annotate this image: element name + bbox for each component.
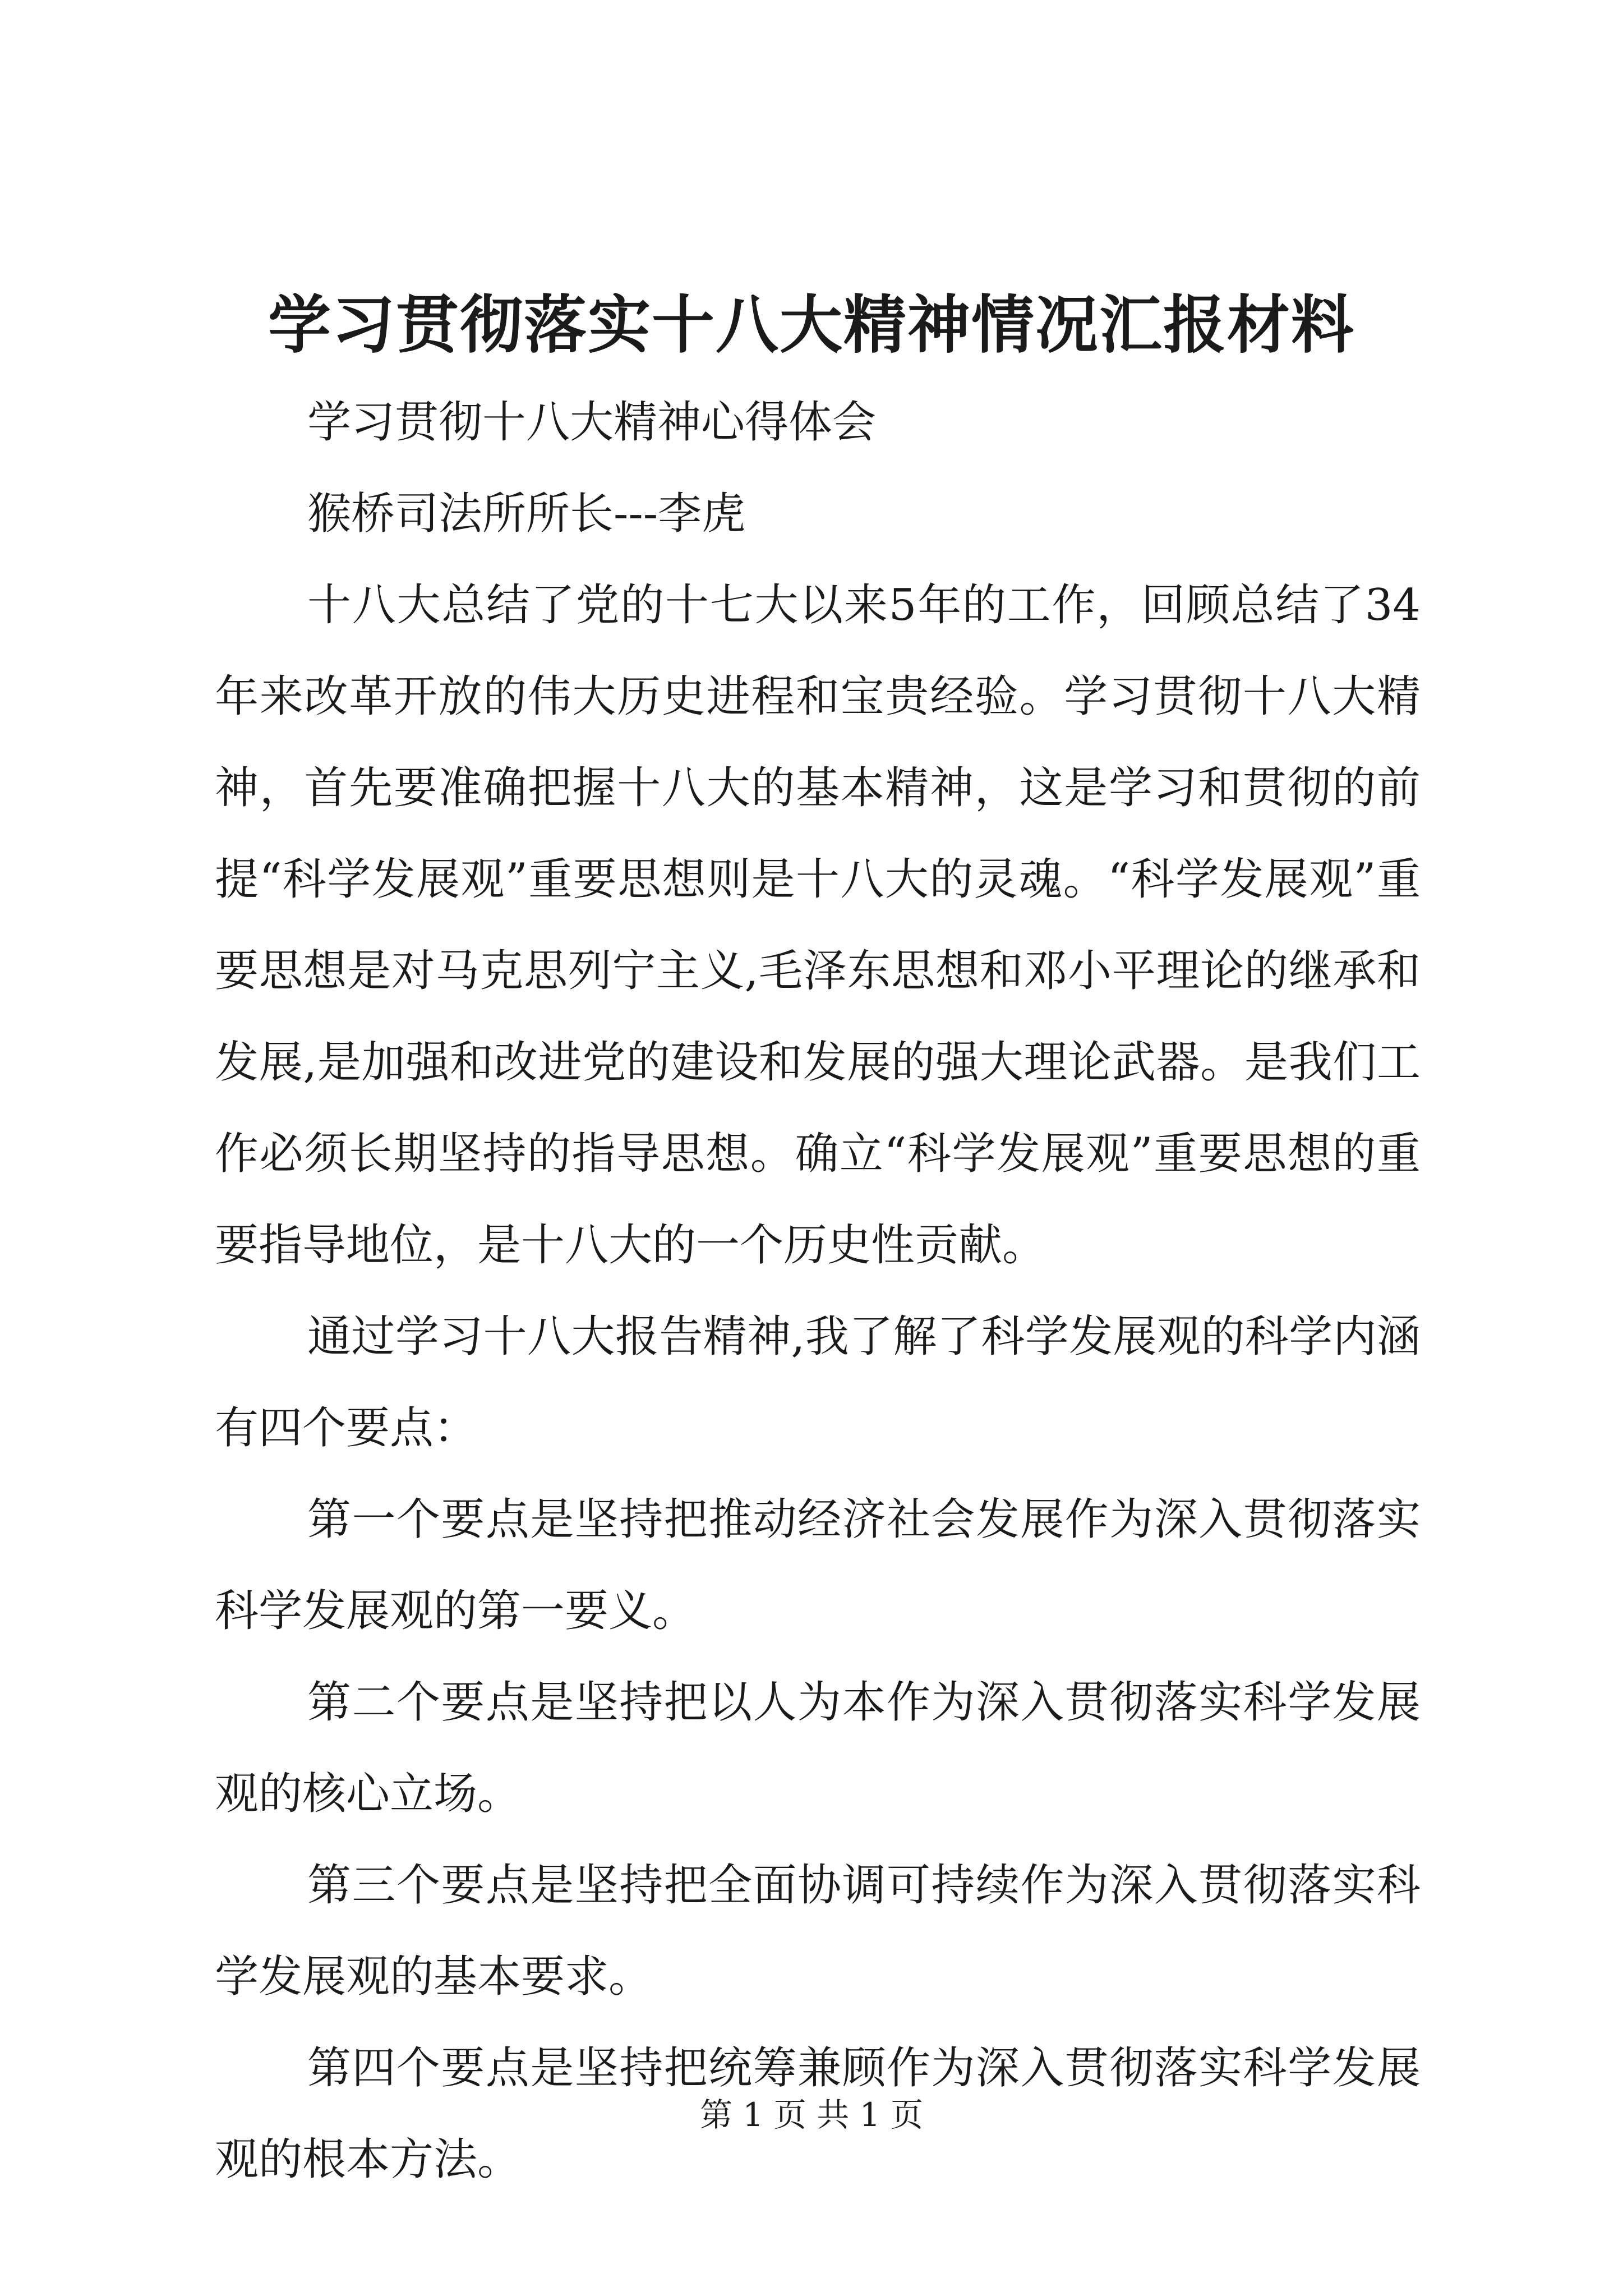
- page-footer: 第 1 页 共 1 页: [700, 2096, 923, 2134]
- paragraph-point-one: 第一个要点是坚持把推动经济社会发展作为深入贯彻落实科学发展观的第一要义。: [215, 1494, 1421, 1636]
- document-body: [215, 377, 1421, 2206]
- paragraph-point-four: 第四个要点是坚持把统筹兼顾作为深入贯彻落实科学发展观的根本方法。: [215, 2043, 1421, 2185]
- paragraph-point-two: 第二个要点是坚持把以人为本作为深入贯彻落实科学发展观的核心立场。: [215, 1677, 1421, 1819]
- paragraph-intro-points: 通过学习十八大报告精神,我了解了科学发展观的科学内涵有四个要点：: [215, 1312, 1421, 1453]
- paragraph-subtitle: 学习贯彻十八大精神心得体会: [307, 397, 877, 448]
- paragraph-point-three: 第三个要点是坚持把全面协调可持续作为深入贯彻落实科学发展观的基本要求。: [215, 1860, 1421, 2002]
- document-title: 学习贯彻落实十八大精神情况汇报材料: [268, 288, 1355, 362]
- paragraph-summary: 十八大总结了党的十七大以来5年的工作，回顾总结了34年来改革开放的伟大历史进程和宝贵经验。学习贯彻十八大精神，首先要准确把握十八大的基本精神，这是学习和贯彻的前提“科学发展观”重要思想则是十八大的灵魂。“科学发展观”重要思想是对马克思列宁主义,毛泽东思想和邓小平理论的继承和发展,是加强和改进党的建设和发展的强大理论武器。是我们工作必须长期坚持的指导思想。确立“科学发展观”重要思想的重要指导地位，是十八大的一个历史性贡献。: [215, 580, 1421, 1271]
- paragraph-author: 猴桥司法所所长---李虎: [307, 489, 746, 539]
